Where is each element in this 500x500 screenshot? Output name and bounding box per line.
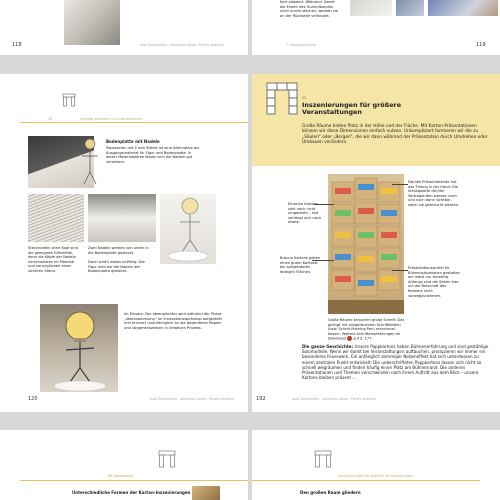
section-number: 10 [48, 117, 53, 121]
page-number: 119 [476, 42, 486, 48]
caption-insert: Zwei Nadeln werden von unten in die Bodenplatte gesteckt. [88, 246, 149, 255]
section-title: Objekte gestalten und live aufstellen [80, 117, 143, 121]
page-number: 118 [12, 42, 22, 48]
callout-one-sided: Präsentationswürfel für Bühnensituationen gestalten wir meist nur einseitig. Anfangs sind die Seiten leer, um die Botschaft des Redners nicht vorwegzunehmen. [408, 266, 460, 298]
story-paragraph [302, 344, 492, 380]
thumbnail-photo [192, 486, 220, 500]
photo-2 [396, 0, 424, 16]
section-heading: Unterschiedliche Formen der Karton-Inszenierungen [72, 490, 191, 495]
callout-large-font [328, 318, 408, 341]
arch-icon [62, 92, 76, 106]
callout-unturned: Einzelne Kartons sind noch nicht umgedreht – hier verlängt sich noch etwas. [288, 202, 322, 225]
section-heading: Den großen Raum gliedern [300, 490, 361, 495]
right-page [252, 74, 500, 412]
download-badge [347, 336, 352, 341]
callout-line-3 [392, 184, 408, 185]
page-reference[interactable]: auf S. 177. [353, 336, 373, 341]
left-page [0, 74, 248, 412]
caption-in-use: Im Einsatz: Der Ideenwächter wird während der Phase „Ideensammlung“ im Innovationsworkshop aufgestellt und erinnert unaufdringlich an die besonderen Regeln und Vorgehensweisen in kreativen Prozess. [124, 312, 222, 330]
intro-text: Große Räume bieten Platz in der Höhe und der Fläche. Mit Karton-Präsentationen können wir diese Dimensionen einfach nutzen. Unkompliziert formieren wir die zu „Säulen“ oder „Bergen“, die wir dann während der Präsentation durch Umdrehen oder Umbauen verändern. [302, 124, 488, 146]
needles-photo [28, 194, 84, 242]
header-rule [20, 122, 248, 123]
figure-template-photo [78, 136, 102, 188]
folded-paper-photo [64, 0, 120, 45]
page-number: 120 [28, 396, 38, 402]
callout-large-font-text: Große Räume brauchen große Schrift: Das gelingt mit ausgedruckten Schriftbildern (bzw. Schrift Marking Pen) manchmal besser. Weitere Schriftempfehlungen im Download [328, 318, 405, 341]
header-rule [252, 480, 480, 481]
bottom-left-page [0, 430, 248, 500]
page-footer: Axel Buchmüller, Johannes Gauer: Mind's grafisch [140, 43, 225, 47]
idea-guardian-photo [40, 304, 118, 392]
callout-line-1 [314, 204, 334, 205]
figure-on-base-photo [160, 194, 216, 264]
arch-icon [158, 450, 176, 468]
top-left-page [0, 0, 248, 55]
header-rule [20, 480, 248, 481]
intro-text: Pappkarton mit 5 mm Stärke ist eine Alternative als Ausgangsmaterial für Figur und Bodenplatte. In dieser Materialstärke lassen sich die Nadeln gut verankern. [106, 146, 199, 164]
continued-text: Kart platziert. Während. Damit die Enden des Gummibandes nicht durchrutschen, werden sie an der Rückseite verknotet. [280, 0, 338, 18]
baseplate-photo [88, 194, 156, 242]
caption-needles: Stecknadeln ohne Kopf sind die geeignete Hilfsmittel, denn die Köpfe der Nadeln verschwinden im Material und verunglücken einen sicheren Stand. [28, 246, 78, 273]
callout-contrast: Braune Kartons geben einen guten Kontrast bei aufgeklebten farbigen Flächen. [280, 256, 321, 274]
running-header: 05 Inszenieren [108, 474, 133, 478]
story-label: Die ganze Geschichte: [302, 344, 354, 349]
section-number: 05 [302, 96, 307, 100]
photo-1 [350, 0, 392, 16]
cardboard-stage-photo [328, 174, 404, 314]
running-header: Inszenierungen für größere Veranstaltungen [338, 474, 414, 478]
caption-attach: Dann wird's etwas kniffelig: Die Figur wird auf die Nadeln der Bodenplatte gesteckt. [88, 260, 145, 274]
callout-timing: Der/die Präsentierende hat das Timing in der Hand: Die Schlagworte der/der Vortragenden werden nach und nach dann sichtbar, wenn sie gebraucht werden. [408, 180, 460, 207]
section-heading: Inszenierungen für größere Veranstaltungen [302, 101, 402, 117]
page-footer: Axel Buchmüller, Johannes Gauer: Mind's grafisch [150, 397, 235, 401]
page-footer: 7 Lösungsfindung [286, 43, 317, 47]
arch-icon [264, 80, 300, 116]
section-heading: Bodenplatte mit Nadeln [106, 139, 160, 144]
callout-line-4 [392, 270, 408, 271]
callout-line-2 [312, 260, 334, 261]
top-right-page [252, 0, 500, 55]
bottom-right-page [252, 430, 500, 500]
arch-icon [314, 450, 332, 468]
page-number: 192 [256, 396, 266, 402]
photo-3 [428, 0, 498, 16]
story-text: Unsere Pappkartons haben Bühnenerfahrung und sind gestählige Solomodelle. Wenn wir damit bei Veranstaltungen auftauchen, produzieren wir immer ein besonderes Feuerwerk. Ein anfänglich stimmiger Nebeneffekt hat sich unterdessen zu einem zentralen Punkt entwickelt: Die unbeschrifteten Pappkartons lassen sich nicht so schnell wegräumen und finden häufig einen Platz am Bühnenrand. Die anderen Präsentationen und Themen verschwinden nach ihrem Auftritt aus dem Blick – unsere Kartons bleiben präsent … [302, 344, 489, 381]
page-footer: Axel Buchmüller, Johannes Gauer: Mind's grafisch [292, 397, 377, 401]
